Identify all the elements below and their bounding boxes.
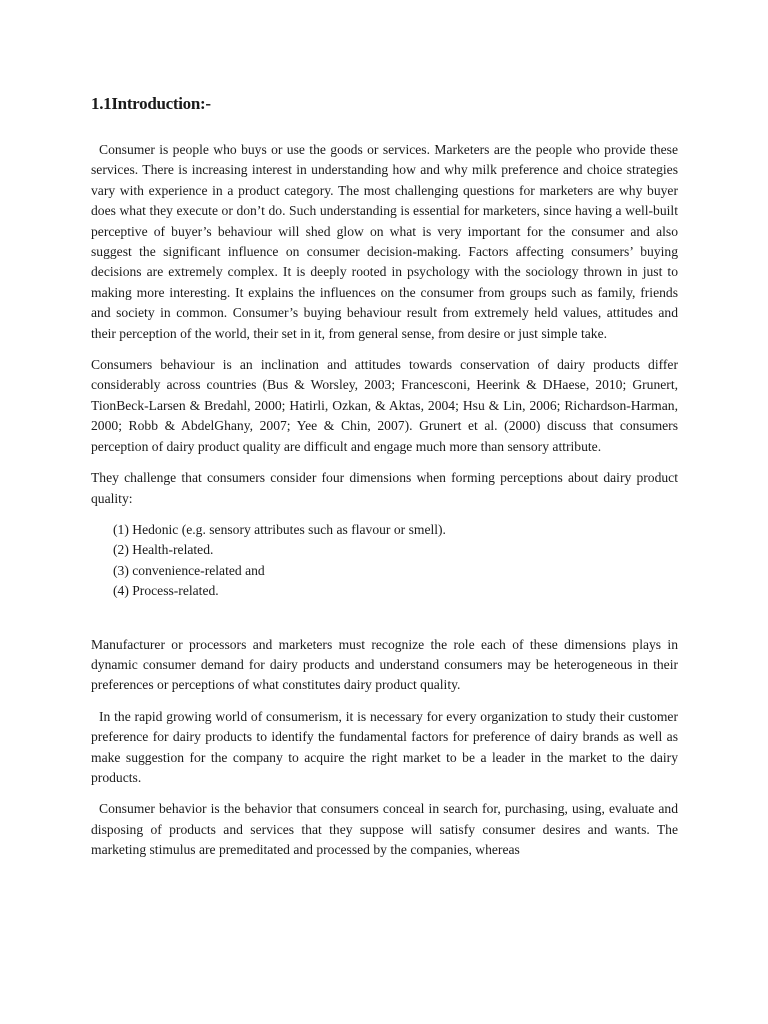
dimensions-list bbox=[113, 520, 678, 602]
paragraph-consumer-definition: Consumer is people who buys or use the goods or services. Marketers are the people who provide these services. There is increasing interest in understanding how and why milk preference and choice strategies vary with experience in a product category. The most challenging questions for marketers are why buyer does what they execute or don’t do. Such understanding is essential for marketers, since having a well-built perceptive of buyer’s behaviour will shed glow on what is very important for the consumer and also suggest the significant influence on consumer decision-making. Factors affecting consumers’ buying decisions are extremely complex. It is deeply rooted in psychology with the sociology thrown in just to making more interesting. It explains the influences on the consumer from groups such as family, friends and society in common. Consumer’s buying behaviour result from extremely held values, attitudes and their perception of the world, their set in it, from general sense, from desire or just simple take. bbox=[91, 142, 678, 341]
paragraph-consumerism: In the rapid growing world of consumerism, it is necessary for every organization to study their customer preference for dairy products to identify the fundamental factors for preference of dairy brands as well as make suggestion for the company to acquire the right market to be a leader in the market to the dairy products. bbox=[91, 708, 678, 785]
paragraph-consumer-behaviour-dairy: Consumers behaviour is an inclination and attitudes towards conservation of dairy products differ considerably across countries (Bus & Worsley, 2003; Francesconi, Heerink & DHaese, 2010; Grunert, TionBeck-Larsen & Bredahl, 2000; Hatirli, Ozkan, & Aktas, 2004; Hsu & Lin, 2006; Richardson-Harman, 2000; Robb & AbdelGhany, 2007; Yee & Chin, 2007). Grunert et al. (2000) discuss that consumers perception of dairy product quality are difficult and engage much more than sensory attribute. bbox=[91, 357, 678, 454]
paragraph-manufacturers-role: Manufacturer or processors and marketers must recognize the role each of these dimensions plays in dynamic consumer demand for dairy products and understand consumers may be heterogeneous in their preferences or perceptions of what constitutes dairy product quality. bbox=[91, 636, 678, 693]
paragraph-four-dimensions-intro: They challenge that consumers consider four dimensions when forming perceptions about dairy product quality: bbox=[91, 470, 678, 506]
list-item: (2) Health-related. bbox=[113, 542, 214, 558]
section-heading: 1.1Introduction:- bbox=[91, 94, 211, 113]
list-item: (3) convenience-related and bbox=[113, 562, 265, 578]
document-page bbox=[91, 92, 678, 872]
list-item: (1) Hedonic (e.g. sensory attributes such as flavour or smell). bbox=[113, 521, 446, 537]
list-item: (4) Process-related. bbox=[113, 583, 219, 599]
paragraph-consumer-behavior-definition: Consumer behavior is the behavior that consumers conceal in search for, purchasing, using, evaluate and disposing of products and services that they suppose will satisfy consumer desires and wants. The marketing stimulus are premeditated and processed by the companies, whereas bbox=[91, 801, 678, 858]
